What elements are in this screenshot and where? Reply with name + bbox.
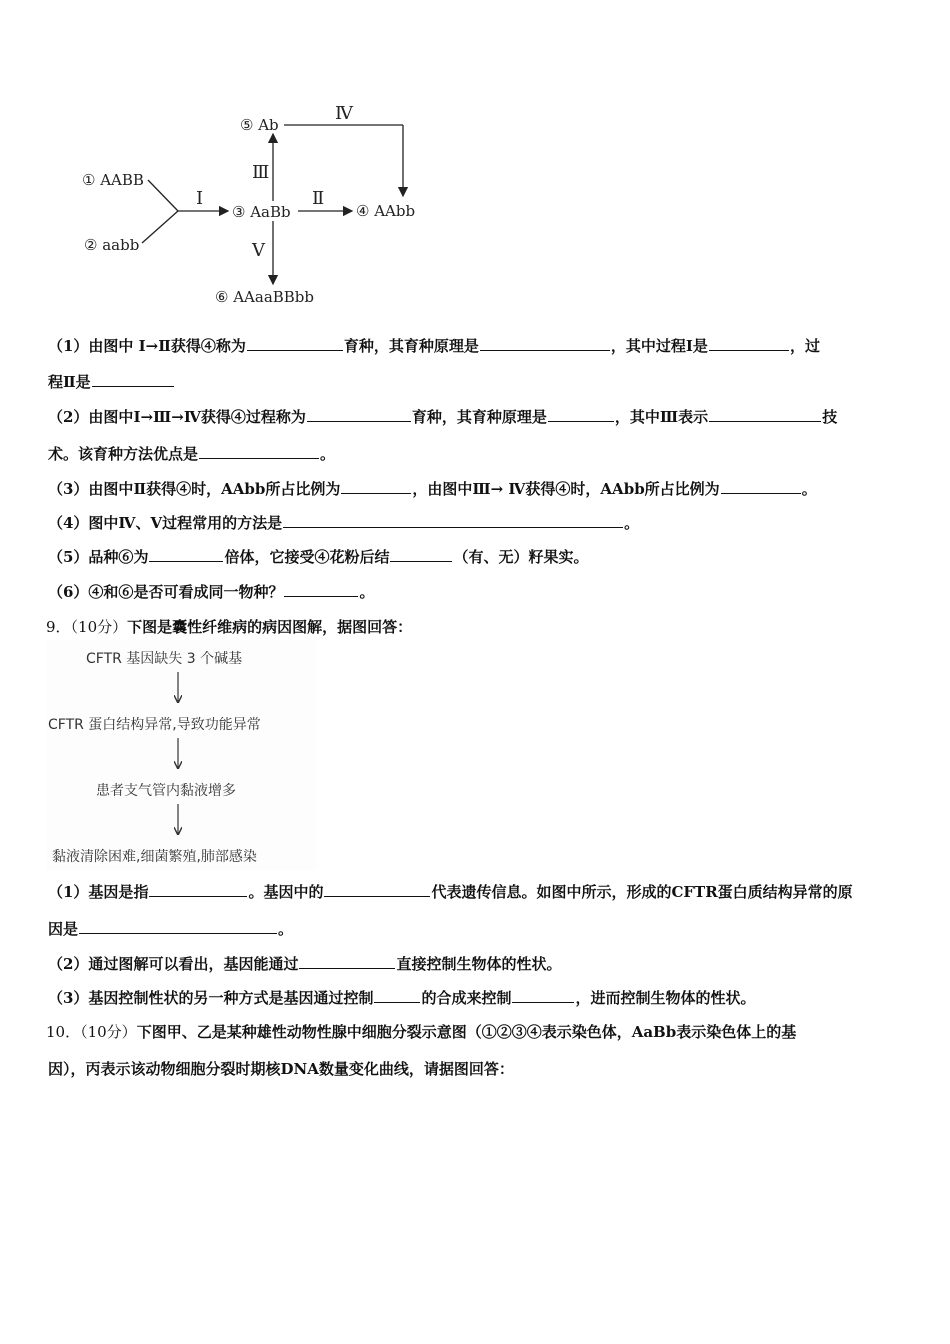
q8-p5-blank-2[interactable] (390, 547, 452, 562)
q8-part1-line1 (48, 336, 908, 356)
q8-p2-text-c: ，其中Ⅲ表示 (614, 408, 709, 426)
q10-number: 10． (46, 1023, 81, 1041)
q8-p1-text-b: 育种，其育种原理是 (343, 337, 479, 355)
q8-part3 (48, 479, 908, 499)
q9-p3-blank-2[interactable] (512, 988, 574, 1003)
cftr-flowchart-arrows (46, 640, 316, 870)
q8-p2-blank-4[interactable] (199, 444, 319, 459)
q9-p3-blank-1[interactable] (374, 988, 420, 1003)
q9-stem-text: 下图是囊性纤维病的病因图解，据图回答： (127, 618, 413, 636)
q8-p1-text-e: 程Ⅱ是 (48, 373, 91, 391)
q8-p3-text-b: ，由图中Ⅲ→ Ⅳ获得④时，AAbb所占比例为 (412, 480, 720, 498)
q10-stem-text-a: 下图甲、乙是某种雄性动物性腺中细胞分裂示意图（①②③④表示染色体，AaBb表示染色体上的基 (136, 1023, 797, 1041)
q8-p3-text-c: 。 (801, 480, 817, 498)
q9-part3 (48, 988, 908, 1008)
q9-p3-text-c: ，进而控制生物体的性状。 (575, 989, 756, 1007)
flow-step-1: CFTR 基因缺失 3 个碱基 (86, 651, 243, 667)
step-4-label: Ⅳ (335, 103, 353, 124)
q9-p3-text-a: （3）基因控制性状的另一种方式是基因通过控制 (48, 989, 374, 1007)
breeding-diagram (70, 100, 450, 315)
q8-p2-text-f: 。 (320, 445, 336, 463)
q9-p1-text-b: 。基因中的 (248, 883, 324, 901)
q8-part1-line2 (48, 372, 908, 392)
q9-number: 9． (46, 618, 71, 636)
q8-p3-text-a: （3）由图中Ⅱ获得④时，AAbb所占比例为 (48, 480, 341, 498)
q8-p1-text-c: ，其中过程Ⅰ是 (610, 337, 708, 355)
cftr-flowchart (46, 640, 316, 870)
q8-part2-line2 (48, 444, 908, 464)
q9-stem (46, 617, 906, 637)
q8-p6-text-a: （6）④和⑥是否可看成同一物种？ (48, 583, 284, 601)
q8-p5-text-c: （有、无）籽果实。 (453, 548, 589, 566)
q8-p1-blank-4[interactable] (92, 372, 174, 387)
q8-p1-text-d: ，过 (789, 337, 820, 355)
q8-p6-blank-1[interactable] (284, 582, 358, 597)
node-6-label: ⑥ AAaaBBbb (215, 288, 315, 306)
q10-stem-text-b: 因），丙表示该动物细胞分裂时期核DNA数量变化曲线，请据图回答： (48, 1060, 514, 1078)
q8-p5-blank-1[interactable] (149, 547, 223, 562)
step-5-label: Ⅴ (252, 240, 265, 261)
q8-p2-text-a: （2）由图中Ⅰ→Ⅲ→Ⅳ获得④过程称为 (48, 408, 306, 426)
q8-part4 (48, 513, 908, 533)
q8-p2-text-d: 技 (822, 408, 838, 426)
q9-part1-line1 (48, 882, 908, 902)
q8-p4-text-b: 。 (624, 514, 640, 532)
step-1-label: Ⅰ (196, 188, 204, 209)
node-1-label: ① AABB (82, 171, 144, 189)
q8-p1-text-a: （1）由图中 Ⅰ→Ⅱ获得④称为 (48, 337, 246, 355)
node-3-label: ③ AaBb (232, 203, 291, 221)
q9-p1-text-a: （1）基因是指 (48, 883, 149, 901)
q8-p5-text-b: 倍体，它接受④花粉后结 (224, 548, 390, 566)
q9-part1-line2 (48, 919, 908, 939)
q9-p1-blank-3[interactable] (79, 919, 277, 934)
flow-step-4: 黏液清除困难,细菌繁殖,肺部感染 (52, 849, 257, 865)
q9-p1-blank-2[interactable] (324, 882, 430, 897)
q9-p3-text-b: 的合成来控制 (421, 989, 512, 1007)
q9-p2-blank-1[interactable] (299, 954, 395, 969)
step-2-label: Ⅱ (312, 188, 325, 209)
q8-p5-text-a: （5）品种⑥为 (48, 548, 149, 566)
q8-p3-blank-1[interactable] (341, 479, 411, 494)
q8-p2-blank-1[interactable] (307, 407, 411, 422)
q9-p2-text-b: 直接控制生物体的性状。 (396, 955, 562, 973)
q9-p2-text-a: （2）通过图解可以看出，基因能通过 (48, 955, 299, 973)
q8-p4-text-a: （4）图中Ⅳ、Ⅴ过程常用的方法是 (48, 514, 283, 532)
q10-stem-line1 (46, 1022, 906, 1042)
q8-p1-blank-1[interactable] (247, 336, 343, 351)
q9-part2 (48, 954, 908, 974)
q9-p1-text-e: 。 (278, 920, 294, 938)
step-3-label: Ⅲ (252, 162, 270, 183)
q8-part6 (48, 582, 908, 602)
q10-stem-line2 (48, 1059, 908, 1079)
flow-step-2: CFTR 蛋白结构异常,导致功能异常 (48, 717, 261, 733)
q8-p1-blank-3[interactable] (709, 336, 789, 351)
node-4-label: ④ AAbb (356, 202, 416, 220)
q8-p4-blank-1[interactable] (283, 513, 623, 528)
q8-part5 (48, 547, 908, 567)
q10-score: （10分） (80, 1023, 137, 1041)
q8-p1-blank-2[interactable] (480, 336, 610, 351)
q8-p2-blank-3[interactable] (709, 407, 821, 422)
q8-part2-line1 (48, 407, 908, 427)
q9-score: （10分） (70, 618, 128, 636)
q8-p3-blank-2[interactable] (721, 479, 801, 494)
q8-p2-text-b: 育种，其育种原理是 (411, 408, 547, 426)
node-2-label: ② aabb (84, 236, 140, 254)
q8-p6-text-b: 。 (359, 583, 375, 601)
node-5-label: ⑤ Ab (240, 116, 279, 134)
q9-p1-text-c: 代表遗传信息。如图中所示，形成的CFTR蛋白质结构异常的原 (431, 883, 853, 901)
q9-p1-text-d: 因是 (48, 920, 79, 938)
flow-step-3: 患者支气管内黏液增多 (96, 783, 236, 799)
q9-p1-blank-1[interactable] (149, 882, 247, 897)
q8-p2-text-e: 术。该育种方法优点是 (48, 445, 199, 463)
q8-p2-blank-2[interactable] (548, 407, 614, 422)
